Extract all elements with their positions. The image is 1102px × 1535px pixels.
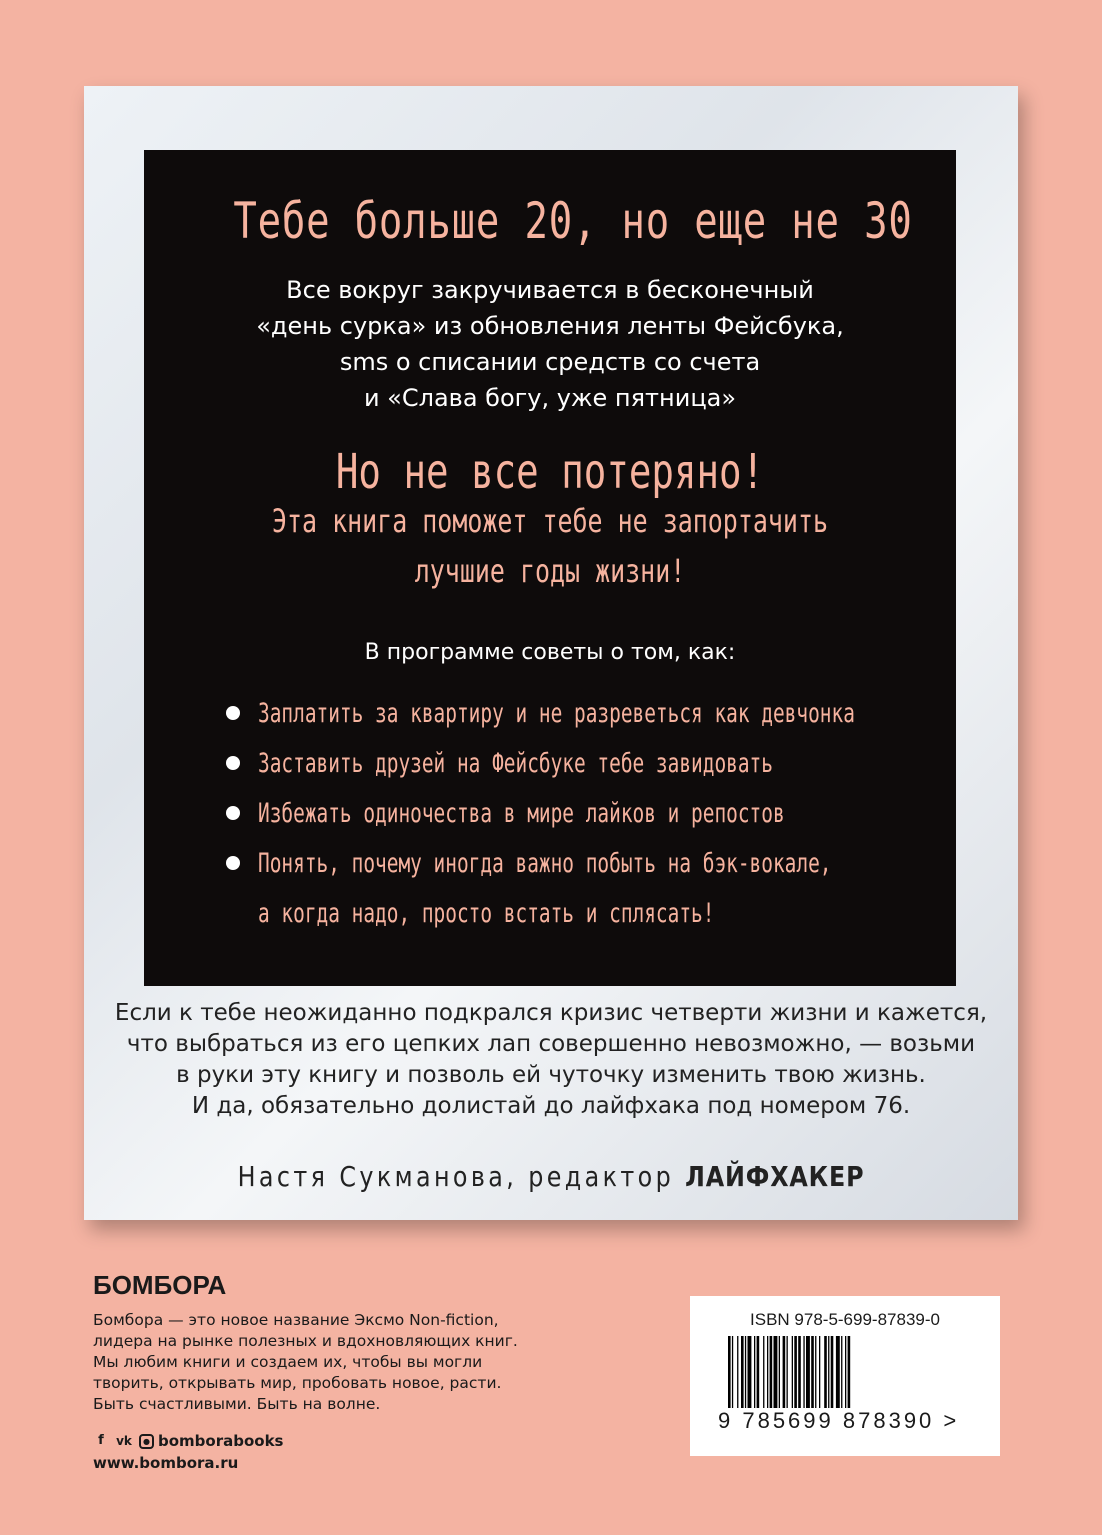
list-item bbox=[224, 698, 924, 730]
headline: Тебе больше 20, но еще не 30 bbox=[233, 192, 913, 250]
about-line: Мы любим книги и создаем их, чтобы вы могли bbox=[93, 1353, 483, 1371]
about-line: лидера на рынке полезных и вдохновляющих книг. bbox=[93, 1332, 518, 1350]
about-line: Быть счастливыми. Быть на волне. bbox=[93, 1395, 381, 1413]
tips-list bbox=[224, 698, 924, 948]
list-item bbox=[224, 748, 924, 780]
review-signature bbox=[154, 1160, 948, 1193]
tip-continuation: а когда надо, просто встать и сплясать! bbox=[258, 898, 715, 929]
bullet-icon bbox=[226, 706, 240, 720]
photo-frame bbox=[84, 86, 1018, 1220]
subhighlight-line: Эта книга поможет тебе не запортачить bbox=[271, 502, 828, 540]
review-line: что выбраться из его цепких лап совершенно невозможно, — возьми bbox=[126, 1031, 976, 1057]
review-line: Если к тебе неожиданно подкрался кризис четверти жизни и кажется, bbox=[114, 1000, 988, 1026]
facebook-icon[interactable]: f bbox=[98, 1433, 104, 1448]
program-intro: В программе советы о том, как: bbox=[364, 640, 736, 665]
social-handle[interactable]: bomborabooks bbox=[158, 1432, 284, 1450]
intro-line: и «Слава богу, уже пятница» bbox=[363, 384, 737, 412]
intro-line: Все вокруг закручивается в бесконечный bbox=[286, 276, 814, 304]
black-panel bbox=[144, 150, 956, 986]
publisher-about bbox=[93, 1310, 613, 1415]
isbn-number: ISBN 978-5-699-87839-0 bbox=[750, 1310, 940, 1329]
website-link[interactable]: www.bombora.ru bbox=[93, 1454, 239, 1472]
about-line: творить, открывать мир, пробовать новое, расти. bbox=[93, 1374, 502, 1392]
review-quote bbox=[84, 998, 1018, 1122]
barcode-bars bbox=[728, 1336, 964, 1408]
about-line: Бомбора — это новое название Эксмо Non-fiction, bbox=[93, 1311, 499, 1329]
review-line: И да, обязательно долистай до лайфхака под номером 76. bbox=[191, 1093, 911, 1119]
bullet-icon bbox=[226, 856, 240, 870]
bullet-icon bbox=[226, 806, 240, 820]
intro-line: sms о списании средств со счета bbox=[339, 348, 761, 376]
tip-text: Заплатить за квартиру и не разреветься как девчонка bbox=[258, 698, 855, 729]
social-links bbox=[93, 1432, 284, 1450]
tip-text: Понять, почему иногда важно побыть на бэк-вокале, bbox=[258, 848, 832, 879]
instagram-icon[interactable]: ● bbox=[139, 1434, 154, 1449]
publisher-logo: БОМБОРА bbox=[93, 1270, 227, 1300]
reviewer-name: Настя Сукманова, редактор bbox=[237, 1160, 675, 1193]
list-item bbox=[224, 798, 924, 830]
subhighlight-line: лучшие годы жизни! bbox=[414, 552, 686, 590]
highlight: Но не все потеряно! bbox=[335, 444, 765, 500]
intro-text bbox=[144, 272, 956, 416]
tip-text: Заставить друзей на Фейсбуке тебе завидовать bbox=[258, 748, 773, 779]
list-item bbox=[224, 848, 924, 930]
tip-text: Избежать одиночества в мире лайков и репостов bbox=[258, 798, 785, 829]
review-line: в руки эту книгу и позволь ей чуточку изменить твою жизнь. bbox=[176, 1062, 926, 1088]
barcode-digits: 9 785699 878390 > bbox=[718, 1408, 960, 1433]
bullet-icon bbox=[226, 756, 240, 770]
barcode bbox=[690, 1296, 1000, 1456]
vk-icon[interactable]: vk bbox=[116, 1434, 132, 1448]
intro-line: «день сурка» из обновления ленты Фейсбука, bbox=[256, 312, 844, 340]
reviewer-brand: ЛАЙФХАКЕР bbox=[685, 1160, 865, 1193]
